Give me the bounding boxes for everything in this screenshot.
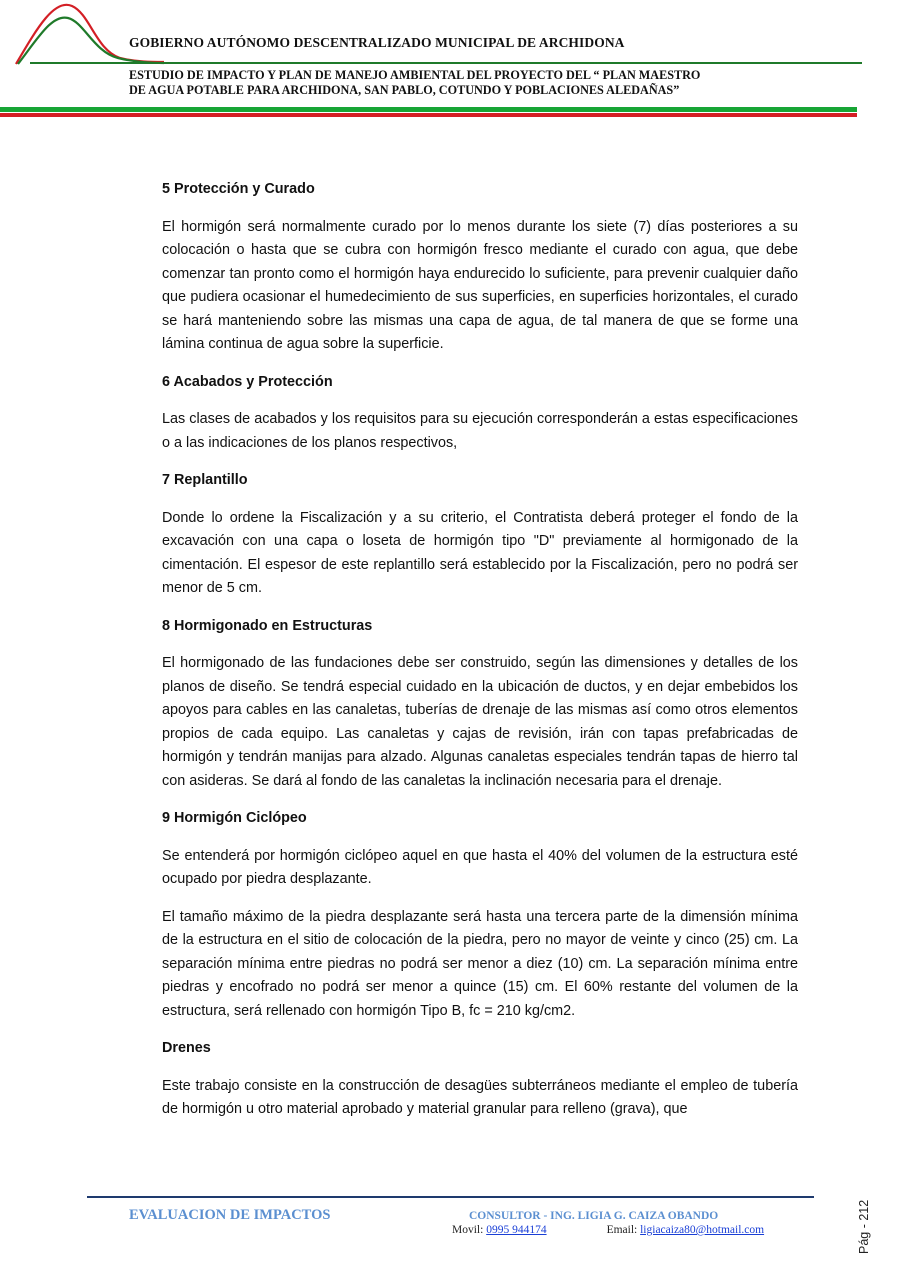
movil-link[interactable]: 0995 944174 xyxy=(486,1224,547,1236)
footer-contact xyxy=(452,1224,764,1236)
footer-section-title: EVALUACION DE IMPACTOS xyxy=(129,1207,331,1223)
section-hormigonado-estructuras xyxy=(162,615,798,794)
section-paragraph: El hormigonado de las fundaciones debe ser construido, según las dimensiones y detalles de los planos de diseño. Se tendrá especial cuidado en la ubicación de ductos, y en dejar embebidos los apoyos para cables en las canaletas, tuberías de drenaje de las mismas así como otros elementos propios de cada equipo. Las canaletas y cajas de revisión, irán con tapas prefabricadas de hormigón y tendrán manijas para alzado. Algunas canaletas especiales tendrán tapas de hierro tal con asideras. Se dará al fondo de las canaletas la inclinación necesaria para el drenaje. xyxy=(162,655,798,789)
section-heading: Drenes xyxy=(162,1040,211,1056)
section-hormigon-ciclopeo xyxy=(162,807,798,1023)
email-label: Email: xyxy=(606,1224,641,1236)
email-link[interactable]: ligiacaiza80@hotmail.com xyxy=(640,1224,765,1236)
section-paragraph: Este trabajo consiste en la construcción de desagües subterráneos mediante el empleo de tubería de hormigón u otro material aprobado y material granular para relleno (grava), que xyxy=(162,1077,798,1117)
section-heading: 7 Replantillo xyxy=(162,472,248,488)
document-body xyxy=(162,178,798,1122)
footer-consultor: CONSULTOR - ING. LIGIA G. CAIZA OBANDO xyxy=(469,1210,719,1222)
header-band-green xyxy=(0,107,857,112)
page-number: Pág - 212 xyxy=(857,1199,871,1254)
section-paragraph: Las clases de acabados y los requisitos para su ejecución corresponderán a estas especificaciones o a las indicaciones de los planos respectivos, xyxy=(162,411,798,451)
section-heading: 9 Hormigón Ciclópeo xyxy=(162,810,307,826)
section-paragraph: Donde lo ordene la Fiscalización y a su criterio, el Contratista deberá proteger el fondo de la excavación con una capa o loseta de hormigón tipo "D" previamente al hormigonado de la cimentación. El espesor de este replantillo será establecido por la Fiscalización, pero no podrá ser menor de 5 cm. xyxy=(162,509,798,596)
section-replantillo xyxy=(162,469,798,601)
header-project-title xyxy=(129,68,829,97)
section-heading: 8 Hormigonado en Estructuras xyxy=(162,617,373,634)
section-paragraph: El tamaño máximo de la piedra desplazante será hasta una tercera parte de la dimensión mínima de la estructura en el sitio de colocación de la piedra, pero no mayor de veinte y cinco (25) cm. La separación mínima entre piedras no podrá ser menor a diez (10) cm. La separación mínima entre piedras y encofrado no podrá ser menor a quince (15) cm. El 60% restante del volumen de la estructura, será rellenado con hormigón Tipo B, fc = 210 kg/cm2. xyxy=(162,908,798,1019)
footer-divider xyxy=(87,1196,814,1198)
section-acabados-proteccion xyxy=(162,371,798,456)
header-organization: GOBIERNO AUTÓNOMO DESCENTRALIZADO MUNICIPAL DE ARCHIDONA xyxy=(129,35,625,50)
movil-label: Movil: xyxy=(452,1224,487,1236)
section-paragraph: Se entenderá por hormigón ciclópeo aquel en que hasta el 40% del volumen de la estructura esté ocupado por piedra desplazante. xyxy=(162,847,798,887)
header-project-line-2: DE AGUA POTABLE PARA ARCHIDONA, SAN PABLO, COTUNDO Y POBLACIONES ALEDAÑAS” xyxy=(129,82,680,97)
section-proteccion-curado xyxy=(162,178,798,357)
section-heading: 6 Acabados y Protección xyxy=(162,373,333,390)
section-drenes xyxy=(162,1037,798,1122)
header-project-line-1: ESTUDIO DE IMPACTO Y PLAN DE MANEJO AMBIENTAL DEL PROYECTO DEL “ PLAN MAESTRO xyxy=(129,68,701,82)
section-heading: 5 Protección y Curado xyxy=(162,181,315,197)
section-paragraph: El hormigón será normalmente curado por lo menos durante los siete (7) días posteriores a su colocación o hasta que se cubra con hormigón fresco mediante el curado con agua, que debe comenzar tan pronto como el hormigón haya endurecido lo suficiente, para prevenir cualquier daño que pudiera ocasionar el humedecimiento de sus superficies, en superficies horizontales, el curado se hará manteniendo sobre las mismas una capa de agua, de tal manera de que se forme una lámina continua de agua sobre la superficie. xyxy=(162,218,798,352)
header-band-red xyxy=(0,113,857,117)
header-divider xyxy=(30,62,862,64)
